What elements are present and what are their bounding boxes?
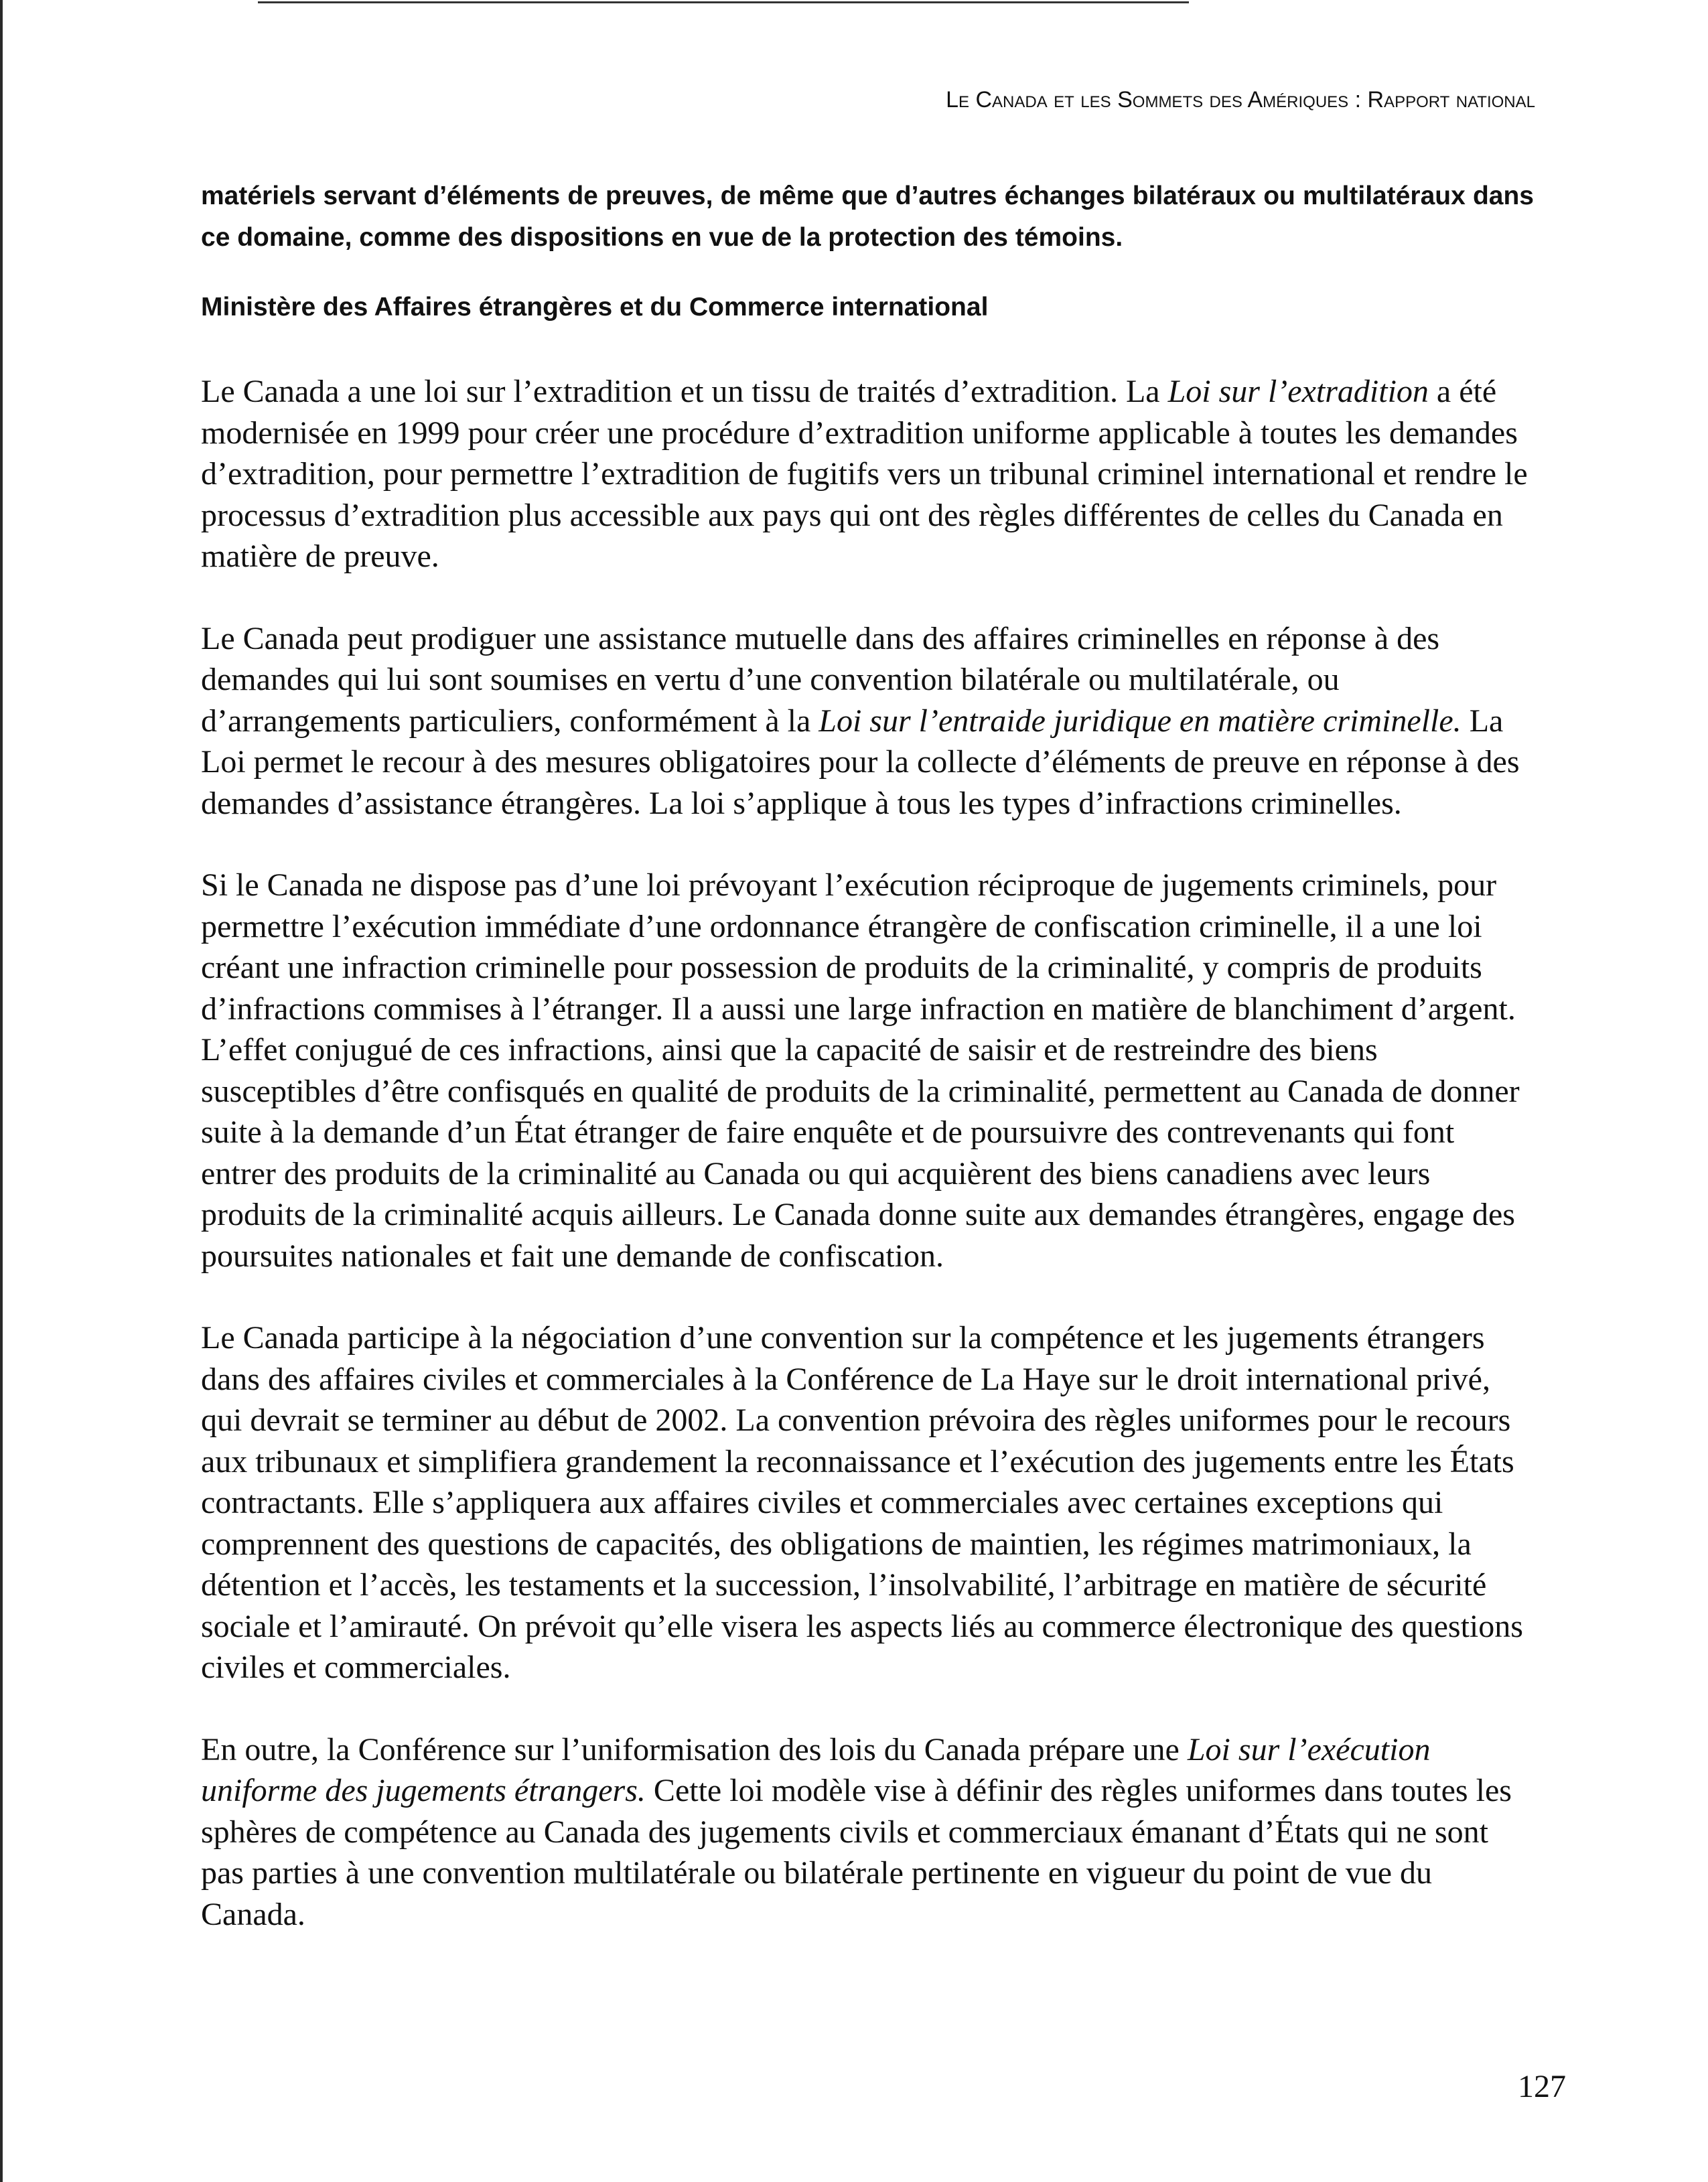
page-number: 127 bbox=[1518, 2069, 1566, 2104]
paragraph-text: a été modernisée en 1999 pour créer une procédure d’extradition uniforme applicable à toutes les demandes d’extradition, pour permettre l’extradition de fugitifs vers un tribunal criminel international et rendre le processus d’extradition plus accessible aux pays qui ont des règles différentes de celles du Canada en matière de preuve. bbox=[201, 374, 1528, 574]
paragraph-text: La Loi permet le recour à des mesures obligatoires pour la collecte d’éléments de preuve en réponse à des demandes d’assistance étrangères. La loi s’applique à tous les types d’infractions criminelles. bbox=[201, 703, 1520, 821]
page-body bbox=[201, 175, 1534, 1976]
paragraph-extradition bbox=[201, 371, 1534, 577]
paragraph-text: Cette loi modèle vise à définir des règles uniformes dans toutes les sphères de compétence au Canada des jugements civils et commerciaux émanant d’États qui ne sont pas parties à une convention multilatérale ou bilatérale pertinente en vigueur du point de vue du Canada. bbox=[201, 1773, 1512, 1932]
paragraph-confiscation: Si le Canada ne dispose pas d’une loi prévoyant l’exécution réciproque de jugements criminels, pour permettre l’exécution immédiate d’une ordonnance étrangère de confiscation criminelle, il a une loi créant une infraction criminelle pour possession de produits de la criminalité, y compris de produits d’infractions commises à l’étranger. Il a aussi une large infraction en matière de blanchiment d’argent. L’effet conjugué de ces infractions, ainsi que la capacité de saisir et de restreindre des biens susceptibles d’être confisqués en qualité de produits de la criminalité, permettent au Canada de donner suite à la demande d’un État étranger de faire enquête et de poursuivre des contrevenants qui font entrer des produits de la criminalité au Canada ou qui acquièrent des biens canadiens avec leurs produits de la criminalité acquis ailleurs. Le Canada donne suite aux demandes étrangères, engage des poursuites nationales et fait une demande de confiscation. bbox=[201, 867, 1520, 1274]
top-rule bbox=[258, 1, 1189, 3]
paragraph-text: En outre, la Conférence sur l’uniformisation des lois du Canada prépare une bbox=[201, 1731, 1188, 1767]
law-title: Loi sur l’extradition bbox=[1167, 374, 1429, 409]
scan-left-edge bbox=[0, 0, 3, 2182]
section-heading: Ministère des Affaires étrangères et du Commerce international bbox=[201, 293, 989, 321]
paragraph-uniform-law bbox=[201, 1729, 1534, 1936]
law-title: Loi sur l’exécution uniforme des jugements étrangers. bbox=[201, 1731, 1431, 1808]
paragraph-hague-convention: Le Canada participe à la négociation d’une convention sur la compétence et les jugements étrangers dans des affaires civiles et commerciales à la Conférence de La Haye sur le droit international privé, qui devrait se terminer au début de 2002. La convention prévoira des règles uniformes pour le recours aux tribunaux et simplifiera grandement la reconnaissance et l’exécution des jugements entre les États contractants. Elle s’appliquera aux affaires civiles et commerciales avec certaines exceptions qui comprennent des questions de capacités, des obligations de maintien, les régimes matrimoniaux, la détention et l’accès, les testaments et la succession, l’insolvabilité, l’arbitrage en matière de sécurité sociale et l’amirauté. On prévoit qu’elle visera les aspects liés au commerce électronique des questions civiles et commerciales. bbox=[201, 1320, 1523, 1685]
continued-paragraph: matériels servant d’éléments de preuves, de même que d’autres échanges bilatéraux ou multilatéraux dans ce domaine, comme des dispositions en vue de la protection des témoins. bbox=[201, 181, 1534, 252]
law-title: Loi sur l’entraide juridique en matière criminelle. bbox=[819, 703, 1462, 739]
paragraph-text: Le Canada a une loi sur l’extradition et un tissu de traités d’extradition. La bbox=[201, 374, 1168, 409]
paragraph-mutual-assistance bbox=[201, 618, 1534, 824]
running-header: Le Canada et les Sommets des Amériques : Rapport national bbox=[946, 87, 1535, 113]
paragraph-text: Le Canada peut prodiguer une assistance mutuelle dans des affaires criminelles en réponse à des demandes qui lui sont soumises en vertu d’une convention bilatérale ou multilatérale, ou d’arrangements particuliers, conformément à la bbox=[201, 620, 1440, 739]
